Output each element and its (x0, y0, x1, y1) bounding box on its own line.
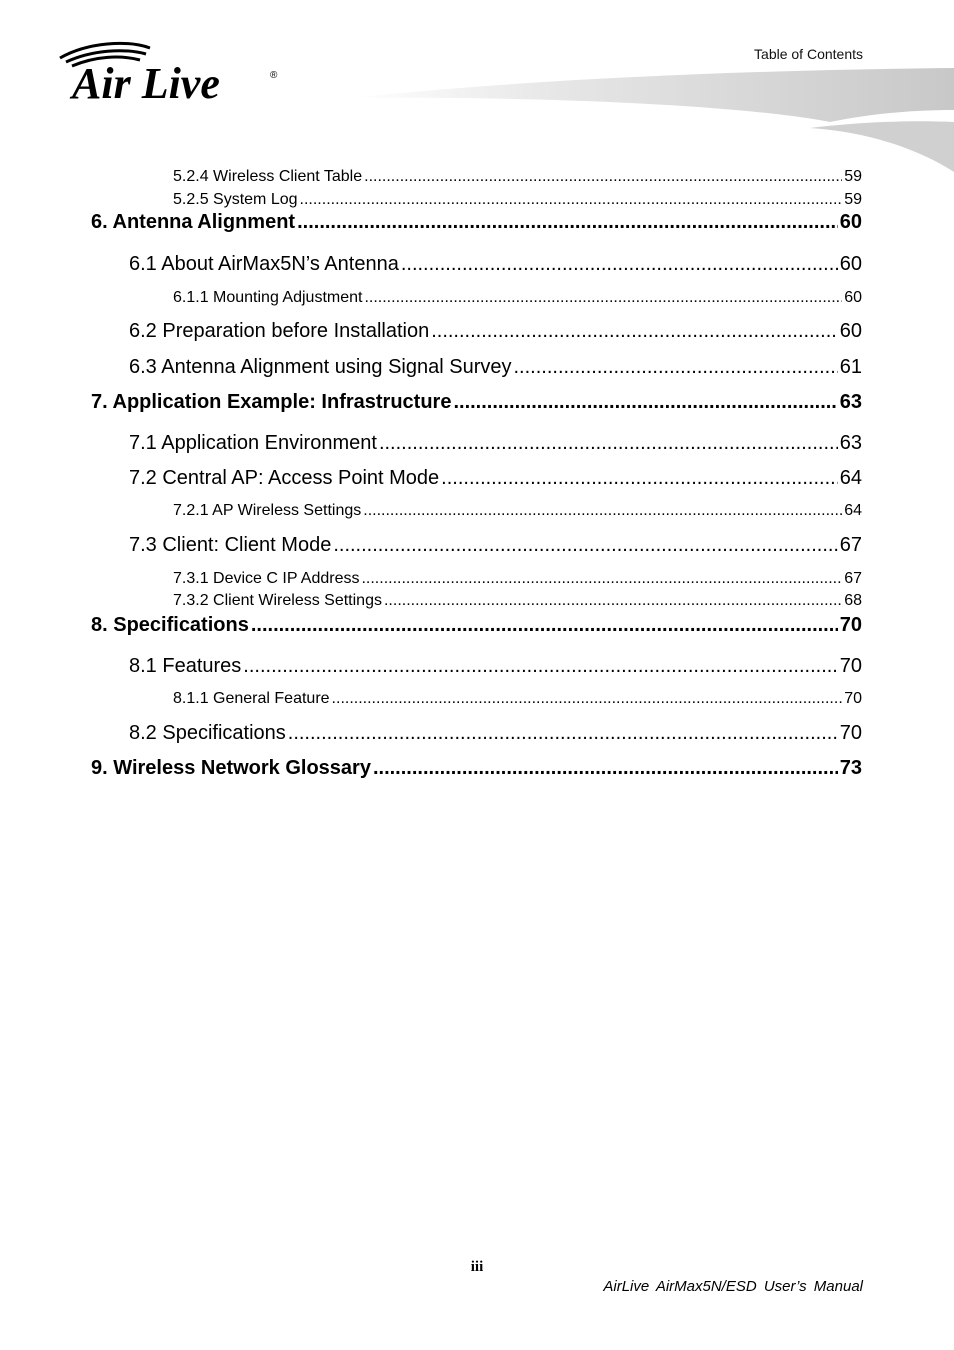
toc-entry-page: 73 (839, 757, 862, 779)
toc-leader-dots (513, 356, 837, 379)
toc-leader-dots (373, 757, 838, 780)
svg-text:Air Live: Air Live (72, 59, 220, 108)
toc-entry-page: 60 (839, 211, 862, 233)
toc-leader-dots (441, 467, 838, 490)
toc-leader-dots (363, 502, 842, 520)
toc-entry[interactable] (129, 432, 862, 455)
manual-title: AirLive AirMax5N/ESD User’s Manual (603, 1278, 863, 1295)
toc-leader-dots (332, 690, 843, 708)
toc-entry-label: 8. Specifications (91, 614, 249, 636)
toc-entry[interactable] (91, 757, 862, 780)
toc-leader-dots (379, 432, 838, 455)
toc-leader-dots (453, 391, 837, 414)
toc-leader-dots (297, 211, 838, 234)
toc-entry-label: 8.2 Specifications (129, 722, 286, 744)
toc-entry-label: 8.1 Features (129, 655, 242, 677)
toc-entry-label: 5.2.5 System Log (173, 191, 298, 208)
toc-entry[interactable] (129, 253, 862, 276)
toc-entry-label: 7.3 Client: Client Mode (129, 534, 332, 556)
toc-entry[interactable] (91, 211, 862, 234)
toc-entry-label: 7.2.1 AP Wireless Settings (173, 502, 362, 519)
toc-entry-label: 7.2 Central AP: Access Point Mode (129, 467, 440, 489)
toc-entry[interactable] (91, 391, 862, 414)
toc-entry-page: 67 (844, 570, 862, 587)
toc-entry[interactable] (91, 614, 862, 637)
toc-entry-page: 64 (844, 502, 862, 519)
toc-entry-page: 64 (839, 467, 862, 489)
toc-entry[interactable] (129, 722, 862, 745)
toc-entry[interactable] (129, 467, 862, 490)
toc-entry-page: 67 (839, 534, 862, 556)
toc-entry-label: 8.1.1 General Feature (173, 690, 330, 707)
toc-entry[interactable] (129, 655, 862, 678)
toc-leader-dots (243, 655, 837, 678)
toc-entry-page: 60 (844, 289, 862, 306)
toc-entry[interactable] (173, 502, 862, 520)
toc-entry-label: 7.3.2 Client Wireless Settings (173, 592, 382, 609)
toc-entry-label: 6.1.1 Mounting Adjustment (173, 289, 363, 306)
svg-text:®: ® (270, 70, 278, 81)
toc-entry[interactable] (173, 570, 862, 588)
toc-leader-dots (384, 592, 842, 610)
toc-entry-label: 6. Antenna Alignment (91, 211, 296, 233)
toc-leader-dots (251, 614, 838, 637)
toc-entry[interactable] (173, 289, 862, 307)
toc-leader-dots (361, 570, 842, 588)
toc-entry-label: 7.1 Application Environment (129, 432, 377, 454)
toc-entry[interactable] (173, 168, 862, 186)
toc-entry[interactable] (173, 592, 862, 610)
toc-leader-dots (364, 168, 842, 186)
toc-leader-dots (431, 320, 838, 343)
toc-entry-page: 61 (839, 356, 862, 378)
toc-entry[interactable] (129, 356, 862, 379)
header-swoosh-graphic (340, 62, 954, 182)
toc-entry-page: 60 (839, 320, 862, 342)
toc-entry[interactable] (129, 534, 862, 557)
toc-entry-label: 6.3 Antenna Alignment using Signal Survey (129, 356, 512, 378)
toc-entry-page: 59 (844, 168, 862, 185)
toc-leader-dots (401, 253, 838, 276)
toc-entry-label: 9. Wireless Network Glossary (91, 757, 371, 779)
toc-entry-page: 70 (839, 614, 862, 636)
toc-leader-dots (364, 289, 842, 307)
airlive-logo (58, 38, 288, 108)
toc-entry-page: 60 (839, 253, 862, 275)
section-header-label: Table of Contents (754, 46, 863, 62)
toc-entry-page: 68 (844, 592, 862, 609)
toc-entry-page: 59 (844, 191, 862, 208)
toc-entry-label: 6.1 About AirMax5N’s Antenna (129, 253, 399, 275)
toc-entry-page: 70 (839, 722, 862, 744)
toc-entry[interactable] (173, 690, 862, 708)
toc-entry-label: 7.3.1 Device C IP Address (173, 570, 360, 587)
toc-leader-dots (288, 722, 838, 745)
toc-entry-page: 70 (839, 655, 862, 677)
toc-entry-label: 5.2.4 Wireless Client Table (173, 168, 363, 185)
page-number: iii (470, 1259, 484, 1275)
toc-entry[interactable] (129, 320, 862, 343)
toc-entry[interactable] (173, 191, 862, 209)
toc-leader-dots (300, 191, 843, 209)
toc-leader-dots (333, 534, 837, 557)
toc-entry-page: 63 (839, 432, 862, 454)
logo-swirl-icon (58, 38, 288, 108)
toc-entry-page: 70 (844, 690, 862, 707)
toc-entry-label: 6.2 Preparation before Installation (129, 320, 430, 342)
toc-entry-page: 63 (839, 391, 862, 413)
toc-entry-label: 7. Application Example: Infrastructure (91, 391, 452, 413)
